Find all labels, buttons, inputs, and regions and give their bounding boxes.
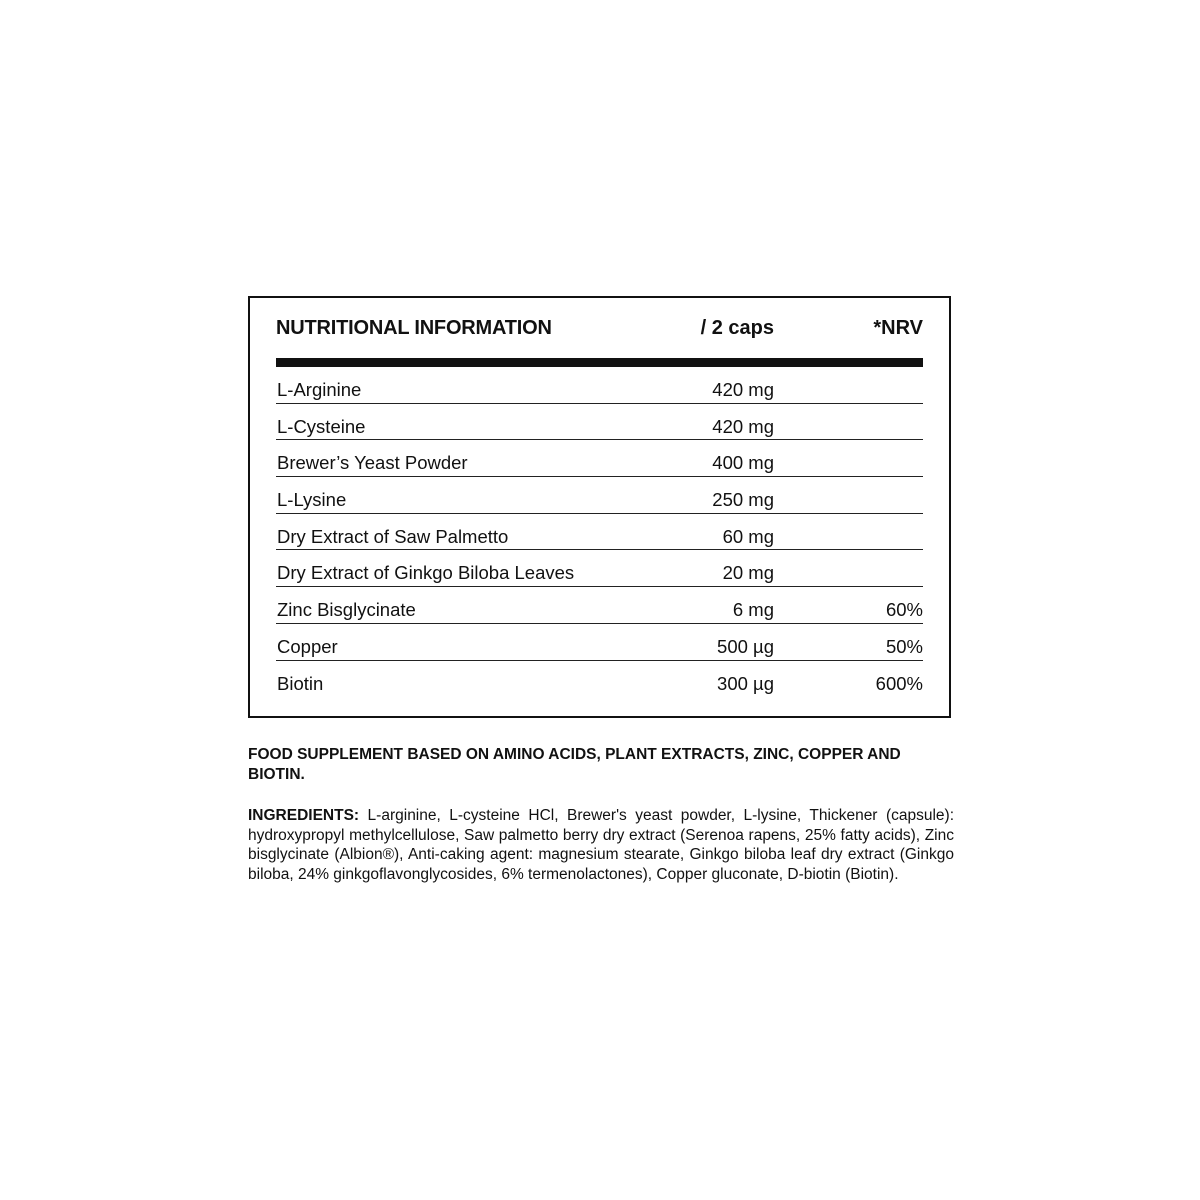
header-nrv: *NRV xyxy=(873,317,923,339)
row-amount: 500 µg xyxy=(717,635,774,657)
row-amount: 400 mg xyxy=(712,452,774,474)
row-name: L-Arginine xyxy=(277,379,362,400)
row-name: Dry Extract of Ginkgo Biloba Leaves xyxy=(277,562,575,584)
row-amount: 6 mg xyxy=(732,599,774,621)
row-name: Copper xyxy=(277,635,338,657)
ingredients-paragraph xyxy=(248,806,954,884)
table-row xyxy=(276,440,923,477)
row-amount: 420 mg xyxy=(712,415,774,437)
row-amount: 250 mg xyxy=(712,489,774,511)
row-name: Zinc Bisglycinate xyxy=(277,599,416,621)
table-row xyxy=(276,550,923,587)
row-amount: 20 mg xyxy=(722,562,774,584)
row-name: L-Lysine xyxy=(277,489,347,511)
ingredients-label: INGREDIENTS: xyxy=(248,807,360,824)
table-row xyxy=(276,404,923,441)
table-row xyxy=(276,477,923,514)
row-amount: 60 mg xyxy=(722,525,774,547)
table-row xyxy=(276,367,923,404)
table-row xyxy=(276,514,923,551)
row-name: Brewer’s Yeast Powder xyxy=(277,452,468,474)
row-name: L-Cysteine xyxy=(277,415,366,437)
row-nrv: 60% xyxy=(885,599,923,621)
row-nrv: 50% xyxy=(885,635,923,657)
header-name: NUTRITIONAL INFORMATION xyxy=(276,317,552,339)
table-row xyxy=(276,624,923,661)
header-divider xyxy=(276,358,923,367)
table-row xyxy=(276,661,923,698)
row-amount: 300 µg xyxy=(717,672,774,694)
row-name: Biotin xyxy=(277,672,324,694)
row-amount: 420 mg xyxy=(712,379,774,400)
header-amount: / 2 caps xyxy=(700,317,774,339)
product-description: FOOD SUPPLEMENT BASED ON AMINO ACIDS, PLANT EXTRACTS, ZINC, COPPER AND BIOTIN. xyxy=(248,746,901,783)
row-nrv: 600% xyxy=(875,672,923,694)
ingredients-text: L-arginine, L-cysteine HCl, Brewer's yeast powder, L-lysine, Thickener (capsule): hydroxypropyl methylcellulose, Saw palmetto berry dry extract (Serenoa rapens, 25% fatty acids), Zinc bisglycinate (Albion®), Anti-caking agent: magnesium stearate, Ginkgo biloba leaf dry extract (Ginkgo biloba, 24% ginkgoflavonglycosides, 6% termenolactones), Copper gluconate, D-biotin (Biotin). xyxy=(248,807,954,883)
table-row xyxy=(276,587,923,624)
table-body xyxy=(276,367,923,697)
row-name: Dry Extract of Saw Palmetto xyxy=(277,525,509,547)
nutrition-table xyxy=(248,296,951,718)
table-header xyxy=(276,298,923,362)
